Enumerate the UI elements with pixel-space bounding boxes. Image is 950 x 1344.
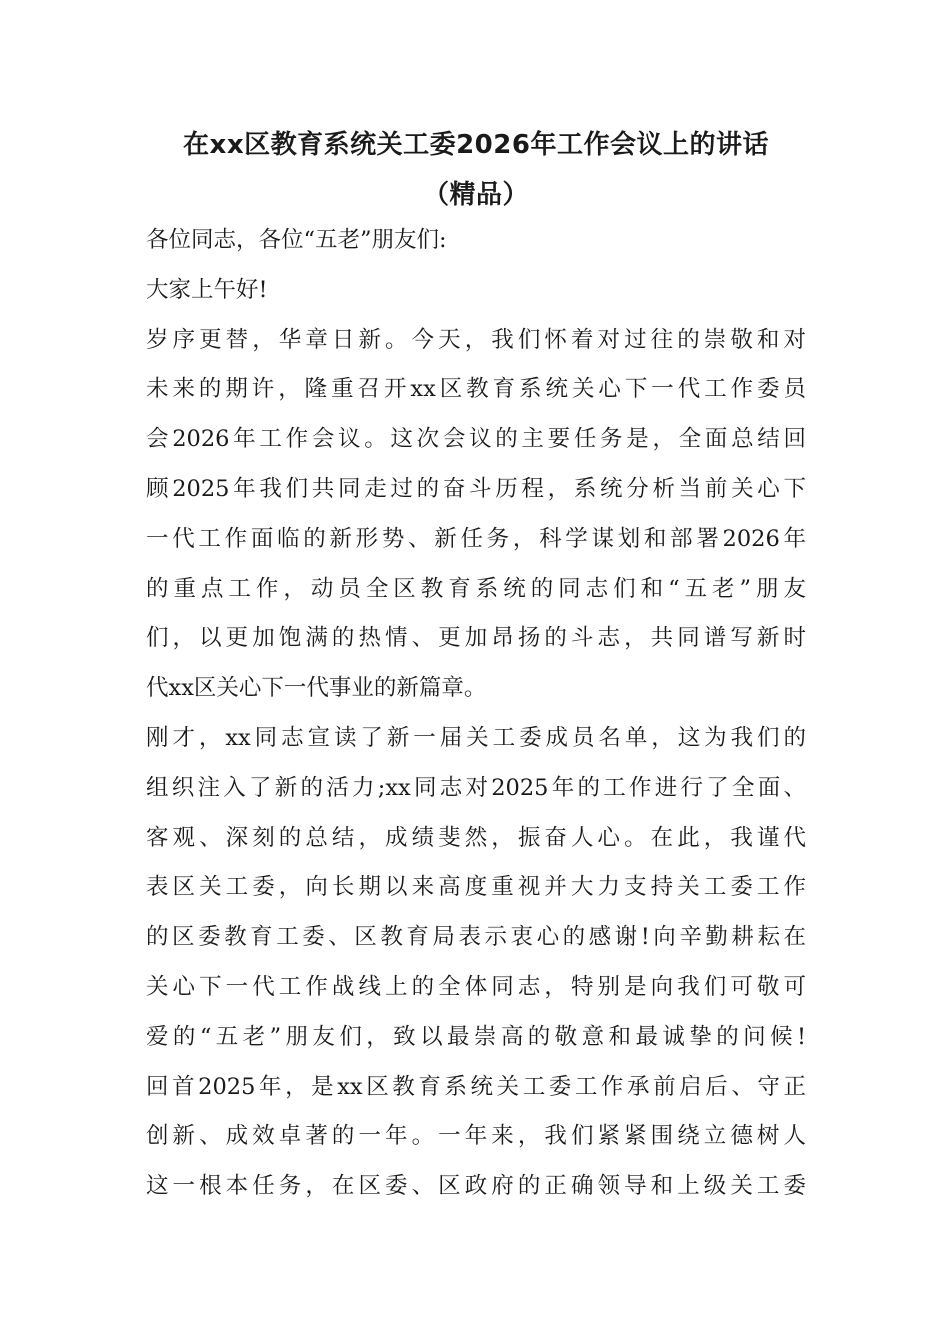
- body-line: 组织注入了新的活力;xx同志对2025年的工作进行了全面、: [146, 774, 806, 801]
- salutation-line: 各位同志，各位“五老”朋友们:: [146, 227, 447, 253]
- body-line: 代xx区关心下一代事业的新篇章。: [146, 675, 487, 702]
- document-body: [146, 222, 806, 1218]
- document-title: 在xx区教育系统关工委2026年工作会议上的讲话: [183, 130, 769, 160]
- body-line: 爱的“五老”朋友们，致以最崇高的敬意和最诚挚的问候!: [146, 1023, 806, 1050]
- body-line: 的重点工作，动员全区教育系统的同志们和“五老”朋友: [146, 575, 806, 602]
- body-line: 这一根本任务，在区委、区政府的正确领导和上级关工委: [146, 1173, 806, 1200]
- body-line: 刚才，xx同志宣读了新一届关工委成员名单，这为我们的: [146, 724, 806, 751]
- body-line: 岁序更替，华章日新。今天，我们怀着对过往的崇敬和对: [146, 326, 806, 353]
- body-line: 回首2025年，是xx区教育系统关工委工作承前启后、守正: [146, 1073, 806, 1100]
- body-line: 创新、成效卓著的一年。一年来，我们紧紧围绕立德树人: [146, 1123, 806, 1150]
- greeting-line: 大家上午好!: [146, 276, 268, 303]
- body-line: 客观、深刻的总结，成绩斐然，振奋人心。在此，我谨代: [146, 824, 806, 851]
- body-line: 一代工作面临的新形势、新任务，科学谋划和部署2026年: [146, 525, 806, 552]
- body-line: 表区关工委，向长期以来高度重视并大力支持关工委工作: [146, 874, 806, 901]
- body-line: 们，以更加饱满的热情、更加昂扬的斗志，共同谱写新时: [146, 625, 806, 652]
- document-subtitle: （精品）: [422, 180, 529, 210]
- body-line: 关心下一代工作战线上的全体同志，特别是向我们可敬可: [146, 973, 806, 1000]
- body-line: 顾2025年我们共同走过的奋斗历程，系统分析当前关心下: [146, 475, 806, 502]
- body-line: 会2026年工作会议。这次会议的主要任务是，全面总结回: [146, 426, 806, 453]
- body-line: 的区委教育工委、区教育局表示衷心的感谢!向辛勤耕耘在: [146, 924, 806, 951]
- body-line: 未来的期许，隆重召开xx区教育系统关心下一代工作委员: [146, 376, 806, 403]
